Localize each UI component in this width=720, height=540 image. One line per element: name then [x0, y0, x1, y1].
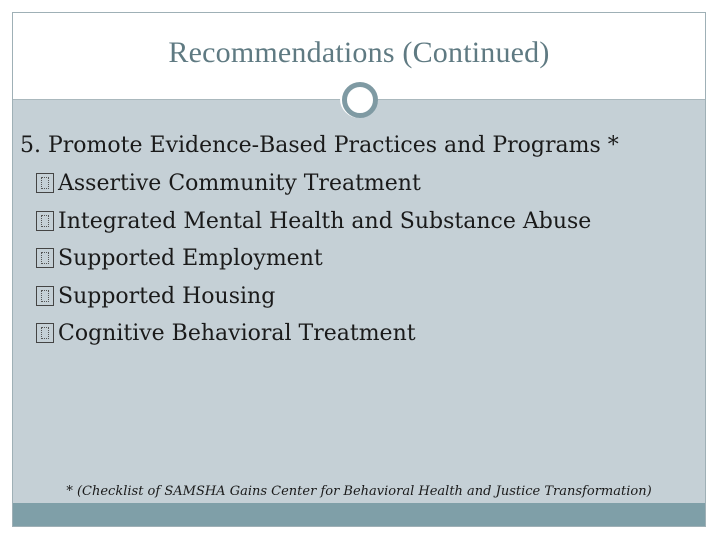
bullet-label: Supported Housing: [58, 283, 276, 309]
list-item: [36, 206, 591, 244]
bullet-list: [36, 168, 591, 356]
list-item: [36, 318, 591, 356]
footer-bar: [13, 503, 705, 526]
section-heading: 5. Promote Evidence-Based Practices and Programs *: [20, 133, 619, 158]
bullet-label: Integrated Mental Health and Substance Abuse: [58, 208, 592, 234]
bullet-label: Supported Employment: [58, 246, 323, 271]
bullet-box-icon: [36, 286, 54, 306]
bullet-box-icon: [36, 211, 54, 231]
circle-ornament-icon: [342, 82, 378, 118]
bullet-label: Assertive Community Treatment: [58, 171, 421, 196]
bullet-box-icon: [36, 323, 54, 343]
bullet-box-icon: [36, 173, 54, 193]
bullet-box-icon: [36, 248, 54, 268]
list-item: [36, 168, 591, 206]
footnote: * (Checklist of SAMSHA Gains Center for Behavioral Health and Justice Transformation): [66, 484, 652, 499]
slide-title: Recommendations (Continued): [168, 36, 550, 69]
list-item: [36, 281, 591, 319]
list-item: [36, 243, 591, 281]
bullet-label: Cognitive Behavioral Treatment: [58, 321, 416, 346]
